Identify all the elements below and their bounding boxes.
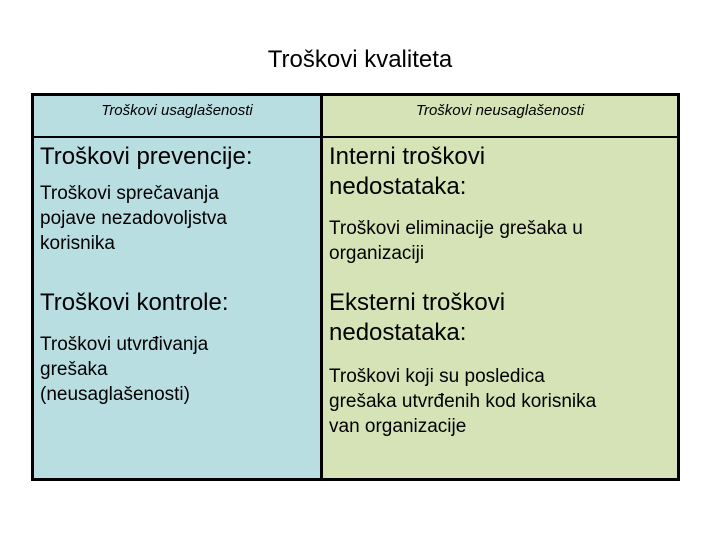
description-line: Troškovi koji su posledica	[329, 366, 545, 387]
quality-cost-table	[31, 93, 680, 481]
description-line: korisnika	[40, 233, 115, 254]
heading-line: Interni troškovi	[329, 143, 486, 170]
description-line: Troškovi sprečavanja	[40, 183, 219, 204]
conformance-costs-column	[34, 96, 320, 478]
description-line: organizaciji	[329, 243, 425, 264]
description-line: Troškovi eliminacije grešaka u	[329, 218, 583, 239]
heading-line: Eksterni troškovi	[329, 289, 506, 316]
description-line: grešaka	[40, 359, 108, 380]
prevention-costs-heading: Troškovi prevencije:	[40, 143, 253, 170]
nonconformance-costs-column	[323, 96, 677, 478]
nonconformance-costs-header: Troškovi neusaglašenosti	[415, 102, 585, 119]
conformance-costs-header: Troškovi usaglašenosti	[101, 102, 253, 119]
internal-failure-costs-description	[329, 216, 583, 266]
prevention-costs-description	[40, 181, 227, 256]
inspection-costs-heading: Troškovi kontrole:	[40, 289, 229, 316]
external-failure-costs-description	[329, 364, 596, 439]
inspection-costs-description	[40, 332, 208, 407]
description-line: grešaka utvrđenih kod korisnika	[329, 391, 597, 412]
heading-line: nedostataka:	[329, 173, 467, 200]
description-line: Troškovi utvrđivanja	[40, 334, 209, 355]
description-line: (neusaglašenosti)	[40, 384, 190, 405]
external-failure-costs-heading	[329, 288, 505, 348]
heading-line: nedostataka:	[329, 319, 467, 346]
description-line: pojave nezadovoljstva	[40, 208, 227, 229]
description-line: van organizacije	[329, 416, 467, 437]
internal-failure-costs-heading	[329, 142, 485, 202]
diagram-title: Troškovi kvaliteta	[267, 46, 453, 73]
header-separator	[34, 136, 677, 138]
